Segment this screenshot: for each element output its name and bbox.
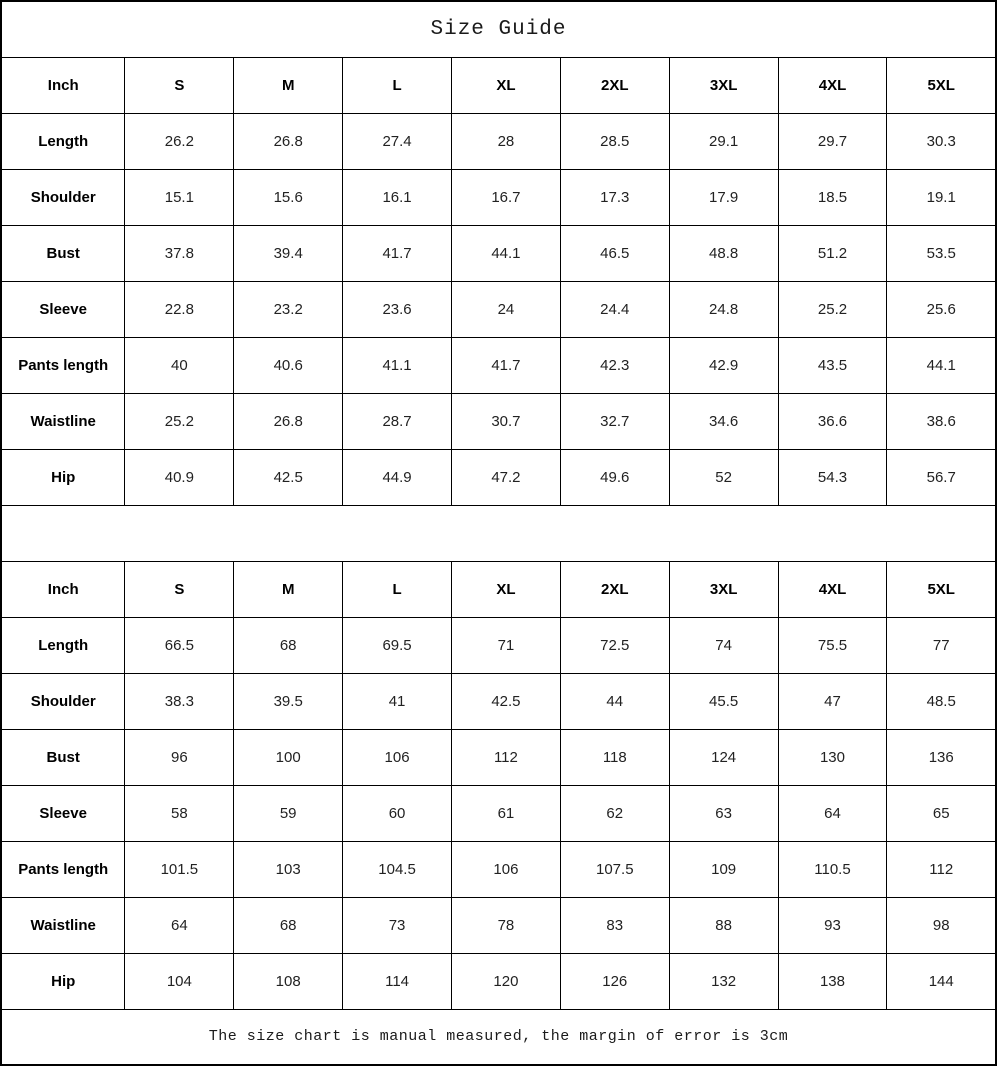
measurement-row-label: Pants length [1, 841, 125, 897]
size-value-cell: 64 [778, 785, 887, 841]
size-value-cell: 19.1 [887, 169, 996, 225]
size-value-cell: 47.2 [451, 449, 560, 505]
size-value-cell: 68 [234, 897, 343, 953]
measurement-row [1, 113, 996, 169]
size-value-cell: 24 [451, 281, 560, 337]
size-value-cell: 38.3 [125, 673, 234, 729]
size-header-row [1, 561, 996, 617]
size-value-cell: 109 [669, 841, 778, 897]
size-value-cell: 42.5 [451, 673, 560, 729]
size-value-cell: 29.1 [669, 113, 778, 169]
size-value-cell: 42.5 [234, 449, 343, 505]
size-value-cell: 49.6 [560, 449, 669, 505]
size-value-cell: 44.9 [343, 449, 452, 505]
measurement-row-label: Bust [1, 225, 125, 281]
size-value-cell: 41.7 [451, 337, 560, 393]
size-column-header: M [234, 561, 343, 617]
size-value-cell: 15.6 [234, 169, 343, 225]
measurement-row [1, 953, 996, 1009]
measurement-row [1, 225, 996, 281]
size-value-cell: 41.1 [343, 337, 452, 393]
size-column-header: 2XL [560, 561, 669, 617]
size-value-cell: 40 [125, 337, 234, 393]
size-value-cell: 72.5 [560, 617, 669, 673]
size-value-cell: 108 [234, 953, 343, 1009]
size-value-cell: 107.5 [560, 841, 669, 897]
measurement-row-label: Sleeve [1, 785, 125, 841]
size-value-cell: 26.8 [234, 393, 343, 449]
size-value-cell: 23.2 [234, 281, 343, 337]
size-value-cell: 52 [669, 449, 778, 505]
size-value-cell: 28 [451, 113, 560, 169]
measurement-row [1, 617, 996, 673]
size-value-cell: 59 [234, 785, 343, 841]
size-value-cell: 30.3 [887, 113, 996, 169]
size-column-header: S [125, 57, 234, 113]
size-value-cell: 114 [343, 953, 452, 1009]
spacer-cell [1, 505, 996, 561]
size-value-cell: 71 [451, 617, 560, 673]
size-value-cell: 63 [669, 785, 778, 841]
measurement-row [1, 729, 996, 785]
title-section [1, 1, 996, 57]
size-value-cell: 46.5 [560, 225, 669, 281]
size-value-cell: 28.7 [343, 393, 452, 449]
size-value-cell: 58 [125, 785, 234, 841]
measurement-row-label: Waistline [1, 897, 125, 953]
size-column-header: 4XL [778, 561, 887, 617]
size-value-cell: 124 [669, 729, 778, 785]
size-value-cell: 83 [560, 897, 669, 953]
measurement-row [1, 673, 996, 729]
size-value-cell: 69.5 [343, 617, 452, 673]
table-section-inch [1, 57, 996, 505]
size-column-header: XL [451, 57, 560, 113]
measurement-row [1, 281, 996, 337]
size-value-cell: 53.5 [887, 225, 996, 281]
size-value-cell: 93 [778, 897, 887, 953]
size-value-cell: 17.9 [669, 169, 778, 225]
size-value-cell: 60 [343, 785, 452, 841]
footer-row [1, 1009, 996, 1065]
size-column-header: 5XL [887, 561, 996, 617]
size-value-cell: 26.2 [125, 113, 234, 169]
size-value-cell: 75.5 [778, 617, 887, 673]
measurement-row [1, 169, 996, 225]
size-value-cell: 40.9 [125, 449, 234, 505]
size-value-cell: 77 [887, 617, 996, 673]
size-value-cell: 41.7 [343, 225, 452, 281]
size-value-cell: 39.4 [234, 225, 343, 281]
spacer-section [1, 505, 996, 561]
size-value-cell: 37.8 [125, 225, 234, 281]
size-value-cell: 73 [343, 897, 452, 953]
size-column-header: L [343, 57, 452, 113]
measurement-row-label: Hip [1, 449, 125, 505]
size-value-cell: 106 [343, 729, 452, 785]
size-header-row [1, 57, 996, 113]
size-value-cell: 132 [669, 953, 778, 1009]
size-value-cell: 101.5 [125, 841, 234, 897]
size-value-cell: 30.7 [451, 393, 560, 449]
size-value-cell: 66.5 [125, 617, 234, 673]
size-value-cell: 44.1 [887, 337, 996, 393]
size-value-cell: 106 [451, 841, 560, 897]
size-value-cell: 126 [560, 953, 669, 1009]
size-value-cell: 17.3 [560, 169, 669, 225]
size-value-cell: 34.6 [669, 393, 778, 449]
size-value-cell: 29.7 [778, 113, 887, 169]
size-value-cell: 25.2 [125, 393, 234, 449]
size-value-cell: 45.5 [669, 673, 778, 729]
size-value-cell: 32.7 [560, 393, 669, 449]
size-value-cell: 74 [669, 617, 778, 673]
size-value-cell: 98 [887, 897, 996, 953]
size-value-cell: 16.7 [451, 169, 560, 225]
size-value-cell: 104.5 [343, 841, 452, 897]
size-value-cell: 138 [778, 953, 887, 1009]
size-value-cell: 136 [887, 729, 996, 785]
measurement-row-label: Length [1, 113, 125, 169]
measurement-row [1, 393, 996, 449]
size-column-header: 5XL [887, 57, 996, 113]
size-column-header: L [343, 561, 452, 617]
size-value-cell: 28.5 [560, 113, 669, 169]
size-value-cell: 88 [669, 897, 778, 953]
size-value-cell: 112 [887, 841, 996, 897]
spacer-row [1, 505, 996, 561]
size-column-header: 2XL [560, 57, 669, 113]
size-column-header: 3XL [669, 57, 778, 113]
size-value-cell: 118 [560, 729, 669, 785]
size-value-cell: 78 [451, 897, 560, 953]
size-value-cell: 23.6 [343, 281, 452, 337]
measurement-row-label: Length [1, 617, 125, 673]
measurement-row-label: Hip [1, 953, 125, 1009]
size-value-cell: 42.9 [669, 337, 778, 393]
size-value-cell: 36.6 [778, 393, 887, 449]
size-value-cell: 61 [451, 785, 560, 841]
size-value-cell: 104 [125, 953, 234, 1009]
size-value-cell: 38.6 [887, 393, 996, 449]
size-value-cell: 18.5 [778, 169, 887, 225]
size-value-cell: 144 [887, 953, 996, 1009]
size-value-cell: 44 [560, 673, 669, 729]
size-value-cell: 112 [451, 729, 560, 785]
measurement-row [1, 897, 996, 953]
size-value-cell: 110.5 [778, 841, 887, 897]
measurement-row-label: Waistline [1, 393, 125, 449]
size-value-cell: 39.5 [234, 673, 343, 729]
page-title: Size Guide [1, 1, 996, 57]
measurement-row-label: Pants length [1, 337, 125, 393]
measurement-row-label: Bust [1, 729, 125, 785]
size-value-cell: 43.5 [778, 337, 887, 393]
size-value-cell: 48.8 [669, 225, 778, 281]
size-value-cell: 100 [234, 729, 343, 785]
table-section-cm [1, 561, 996, 1009]
size-value-cell: 27.4 [343, 113, 452, 169]
size-value-cell: 24.4 [560, 281, 669, 337]
size-column-header: M [234, 57, 343, 113]
size-value-cell: 65 [887, 785, 996, 841]
size-value-cell: 15.1 [125, 169, 234, 225]
size-value-cell: 103 [234, 841, 343, 897]
size-value-cell: 44.1 [451, 225, 560, 281]
size-value-cell: 22.8 [125, 281, 234, 337]
size-value-cell: 48.5 [887, 673, 996, 729]
size-value-cell: 56.7 [887, 449, 996, 505]
size-column-header: XL [451, 561, 560, 617]
size-column-header: S [125, 561, 234, 617]
size-value-cell: 47 [778, 673, 887, 729]
size-value-cell: 120 [451, 953, 560, 1009]
footer-section [1, 1009, 996, 1065]
size-value-cell: 51.2 [778, 225, 887, 281]
size-value-cell: 54.3 [778, 449, 887, 505]
title-row [1, 1, 996, 57]
measurement-row [1, 449, 996, 505]
measurement-row-label: Shoulder [1, 169, 125, 225]
measurement-row [1, 841, 996, 897]
unit-header-cell: Inch [1, 57, 125, 113]
size-value-cell: 64 [125, 897, 234, 953]
size-value-cell: 62 [560, 785, 669, 841]
size-value-cell: 130 [778, 729, 887, 785]
size-column-header: 4XL [778, 57, 887, 113]
measurement-row-label: Sleeve [1, 281, 125, 337]
unit-header-cell: Inch [1, 561, 125, 617]
size-value-cell: 24.8 [669, 281, 778, 337]
measurement-row [1, 337, 996, 393]
size-value-cell: 16.1 [343, 169, 452, 225]
size-value-cell: 26.8 [234, 113, 343, 169]
size-column-header: 3XL [669, 561, 778, 617]
size-value-cell: 25.6 [887, 281, 996, 337]
size-value-cell: 96 [125, 729, 234, 785]
size-value-cell: 42.3 [560, 337, 669, 393]
size-value-cell: 40.6 [234, 337, 343, 393]
size-value-cell: 41 [343, 673, 452, 729]
measurement-row [1, 785, 996, 841]
footer-note: The size chart is manual measured, the margin of error is 3cm [1, 1009, 996, 1065]
measurement-row-label: Shoulder [1, 673, 125, 729]
size-value-cell: 68 [234, 617, 343, 673]
size-value-cell: 25.2 [778, 281, 887, 337]
